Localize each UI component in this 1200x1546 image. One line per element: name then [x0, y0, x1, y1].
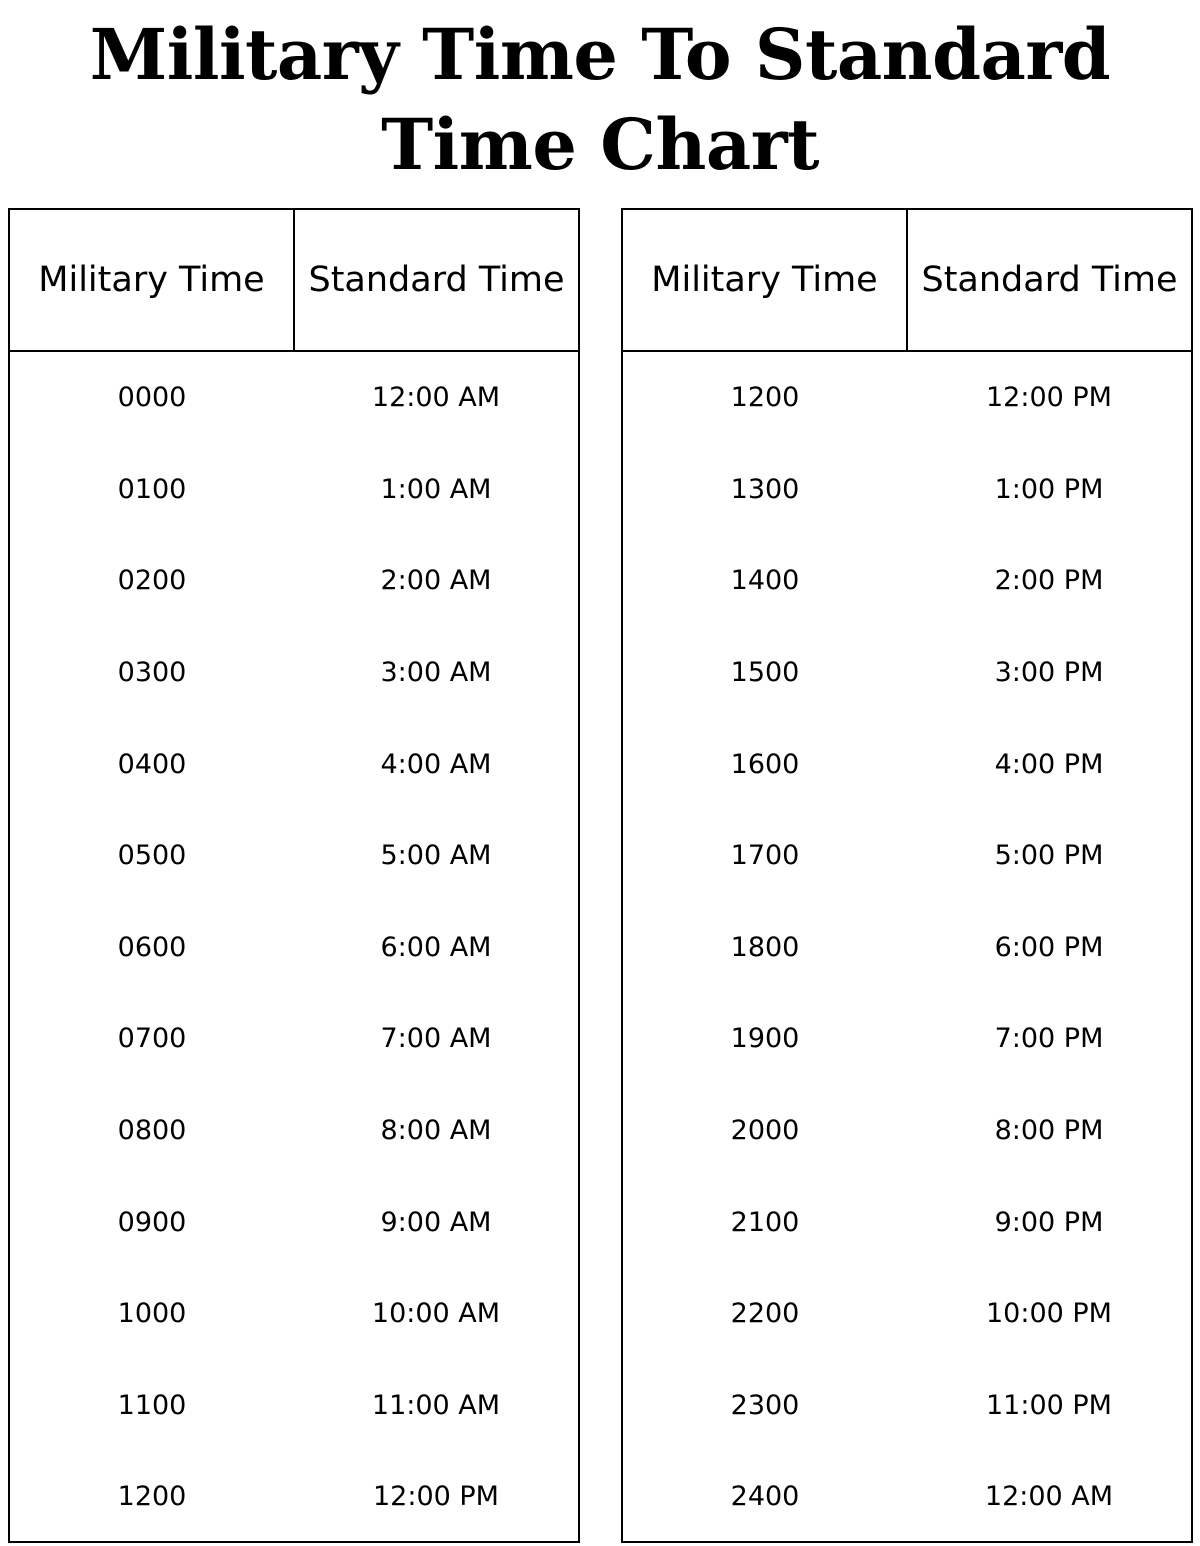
table-row [623, 718, 1191, 810]
military-time-cell: 1500 [730, 657, 800, 689]
table-row [10, 352, 578, 444]
table-row [10, 627, 578, 719]
column-header-military-time: Military Time [623, 210, 908, 350]
conversion-table-pm [621, 208, 1193, 1543]
standard-time-cell: 10:00 AM [371, 1298, 501, 1330]
standard-time-cell: 12:00 PM [986, 382, 1112, 414]
military-time-cell: 2100 [730, 1206, 800, 1238]
standard-time-cell: 11:00 AM [371, 1389, 501, 1421]
column-header-standard-time: Standard Time [921, 260, 1178, 300]
military-time-cell: 0300 [117, 657, 187, 689]
table-header-row [10, 210, 578, 352]
table-row [10, 718, 578, 810]
military-time-cell: 2300 [730, 1389, 800, 1421]
column-header-military-time: Military Time [10, 210, 295, 350]
military-time-cell: 0600 [117, 931, 187, 963]
table-row [10, 1268, 578, 1360]
standard-time-cell: 7:00 PM [994, 1023, 1104, 1055]
standard-time-cell: 6:00 AM [380, 931, 492, 963]
table-row [623, 1360, 1191, 1452]
military-time-cell: 0700 [117, 1023, 187, 1055]
military-time-cell: 1600 [730, 748, 800, 780]
standard-time-cell: 9:00 AM [380, 1206, 492, 1238]
table-row [10, 810, 578, 902]
military-time-cell: 2000 [730, 1115, 800, 1147]
standard-time-cell: 5:00 PM [994, 840, 1104, 872]
page-title: Military Time To Standard Time Chart [89, 13, 1111, 186]
standard-time-cell: 4:00 AM [380, 748, 492, 780]
military-time-cell: 0500 [117, 840, 187, 872]
military-time-cell: 0100 [117, 473, 187, 505]
standard-time-cell: 10:00 PM [986, 1298, 1112, 1330]
table-row [623, 352, 1191, 444]
table-row [623, 1268, 1191, 1360]
military-time-cell: 0900 [117, 1206, 187, 1238]
military-time-cell: 1700 [730, 840, 800, 872]
table-row [623, 1085, 1191, 1177]
table-row [623, 444, 1191, 536]
military-time-cell: 0800 [117, 1115, 187, 1147]
standard-time-cell: 12:00 AM [984, 1481, 1114, 1513]
table-row [623, 627, 1191, 719]
table-body [10, 352, 578, 1543]
standard-time-cell: 7:00 AM [380, 1023, 492, 1055]
standard-time-cell: 3:00 PM [994, 657, 1104, 689]
standard-time-cell: 2:00 AM [380, 565, 492, 597]
table-row [623, 993, 1191, 1085]
table-row [623, 1176, 1191, 1268]
military-time-cell: 1800 [730, 931, 800, 963]
standard-time-cell: 1:00 PM [994, 473, 1104, 505]
military-time-cell: 0200 [117, 565, 187, 597]
military-time-cell: 0400 [117, 748, 187, 780]
table-row [10, 444, 578, 536]
military-time-cell: 2400 [730, 1481, 800, 1513]
military-time-cell: 1200 [730, 382, 800, 414]
table-row [623, 810, 1191, 902]
military-time-cell: 2200 [730, 1298, 800, 1330]
table-row [10, 1176, 578, 1268]
standard-time-cell: 8:00 AM [380, 1115, 492, 1147]
table-header-row [623, 210, 1191, 352]
military-time-cell: 1000 [117, 1298, 187, 1330]
table-row [10, 993, 578, 1085]
table-row [10, 902, 578, 994]
table-row [10, 535, 578, 627]
standard-time-cell: 9:00 PM [994, 1206, 1104, 1238]
column-header-standard-time: Standard Time [308, 260, 565, 300]
military-time-cell: 1100 [117, 1389, 187, 1421]
standard-time-cell: 2:00 PM [994, 565, 1104, 597]
table-row [623, 902, 1191, 994]
military-time-cell: 1300 [730, 473, 800, 505]
standard-time-cell: 1:00 AM [380, 473, 492, 505]
table-row [623, 535, 1191, 627]
standard-time-cell: 8:00 PM [994, 1115, 1104, 1147]
standard-time-cell: 3:00 AM [380, 657, 492, 689]
table-row [623, 1451, 1191, 1543]
military-time-cell: 1400 [730, 565, 800, 597]
standard-time-cell: 5:00 AM [380, 840, 492, 872]
standard-time-cell: 11:00 PM [986, 1389, 1112, 1421]
military-time-cell: 1900 [730, 1023, 800, 1055]
table-row [10, 1360, 578, 1452]
standard-time-cell: 12:00 AM [371, 382, 501, 414]
table-row [10, 1085, 578, 1177]
table-body [623, 352, 1191, 1543]
military-time-cell: 0000 [117, 382, 187, 414]
military-time-cell: 1200 [117, 1481, 187, 1513]
standard-time-cell: 6:00 PM [994, 931, 1104, 963]
conversion-table-am [8, 208, 580, 1543]
standard-time-cell: 12:00 PM [373, 1481, 499, 1513]
standard-time-cell: 4:00 PM [994, 748, 1104, 780]
table-row [10, 1451, 578, 1543]
